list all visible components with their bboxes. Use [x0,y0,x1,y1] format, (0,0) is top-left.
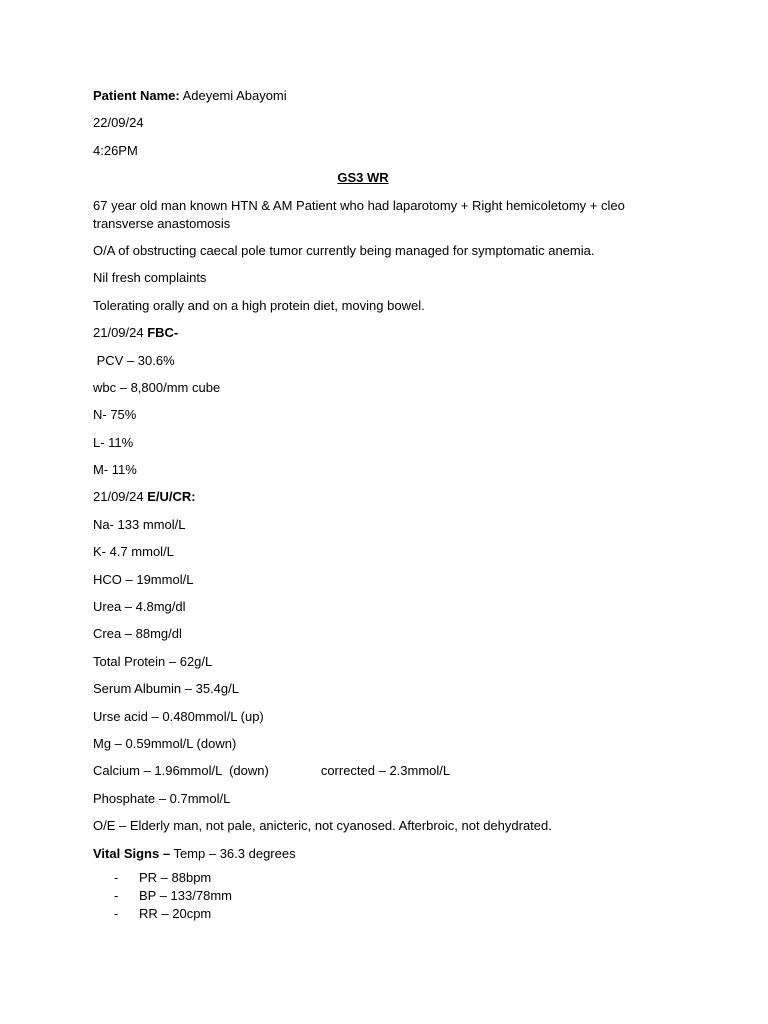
history-line-3: Nil fresh complaints [93,270,207,286]
list-dash: - [114,887,119,903]
document-title: GS3 WR [337,170,389,186]
history-line-4: Tolerating orally and on a high protein diet, moving bowel. [93,297,425,313]
eucr-hco: HCO – 19mmol/L [93,571,194,587]
eucr-phosphate: Phosphate – 0.7mmol/L [93,790,231,806]
eucr-albumin: Serum Albumin – 35.4g/L [93,681,239,697]
fbc-date: 21/09/24 [93,325,148,341]
vitals-heading [93,845,653,863]
eucr-uric-acid: Urse acid – 0.480mmol/L (up) [93,708,264,724]
eucr-crea: Crea – 88mg/dl [93,626,182,642]
eucr-heading [93,488,653,506]
patient-name-line [93,87,653,105]
eucr-calcium: Calcium – 1.96mmol/L (down) [93,763,269,779]
vitals-list [93,869,653,923]
vital-bp: BP – 133/78mm [139,887,232,903]
fbc-heading [93,324,653,342]
list-item [93,887,653,905]
list-dash: - [114,869,119,885]
exam-oe: O/E – Elderly man, not pale, anicteric, not cyanosed. Afterbroic, not dehydrated. [93,818,552,834]
eucr-total-protein: Total Protein – 62g/L [93,653,213,669]
vitals-temp: Temp – 36.3 degrees [170,845,296,861]
list-dash: - [114,905,119,921]
list-item [93,869,653,887]
eucr-calcium-line [93,762,653,780]
vital-rr: RR – 20cpm [139,905,212,921]
eucr-label: E/U/CR: [147,489,196,505]
eucr-date: 21/09/24 [93,489,148,505]
fbc-wbc: wbc – 8,800/mm cube [93,379,221,395]
vital-pr: PR – 88bpm [139,869,212,885]
eucr-urea: Urea – 4.8mg/dl [93,599,186,615]
fbc-label: FBC- [147,325,179,341]
fbc-m: M- 11% [93,462,137,478]
eucr-na: Na- 133 mmol/L [93,516,186,532]
note-date: 22/09/24 [93,115,144,131]
patient-name-value: Adeyemi Abayomi [179,88,287,103]
eucr-calcium-corrected: corrected – 2.3mmol/L [320,763,451,779]
patient-name-label: Patient Name: [93,88,180,103]
fbc-pcv: PCV – 30.6% [93,352,175,368]
history-line-1: 67 year old man known HTN & AM Patient who had laparotomy + Right hemicoletomy + cleo transverse anastomosis [93,197,625,231]
eucr-k: K- 4.7 mmol/L [93,544,174,560]
vitals-label: Vital Signs – [93,845,171,861]
history-line-2: O/A of obstructing caecal pole tumor currently being managed for symptomatic anemia. [93,242,595,258]
note-time: 4:26PM [93,142,138,158]
fbc-l: L- 11% [93,434,134,450]
document-page [93,87,653,923]
eucr-mg: Mg – 0.59mmol/L (down) [93,735,237,751]
fbc-n: N- 75% [93,407,137,423]
list-item [93,905,653,923]
